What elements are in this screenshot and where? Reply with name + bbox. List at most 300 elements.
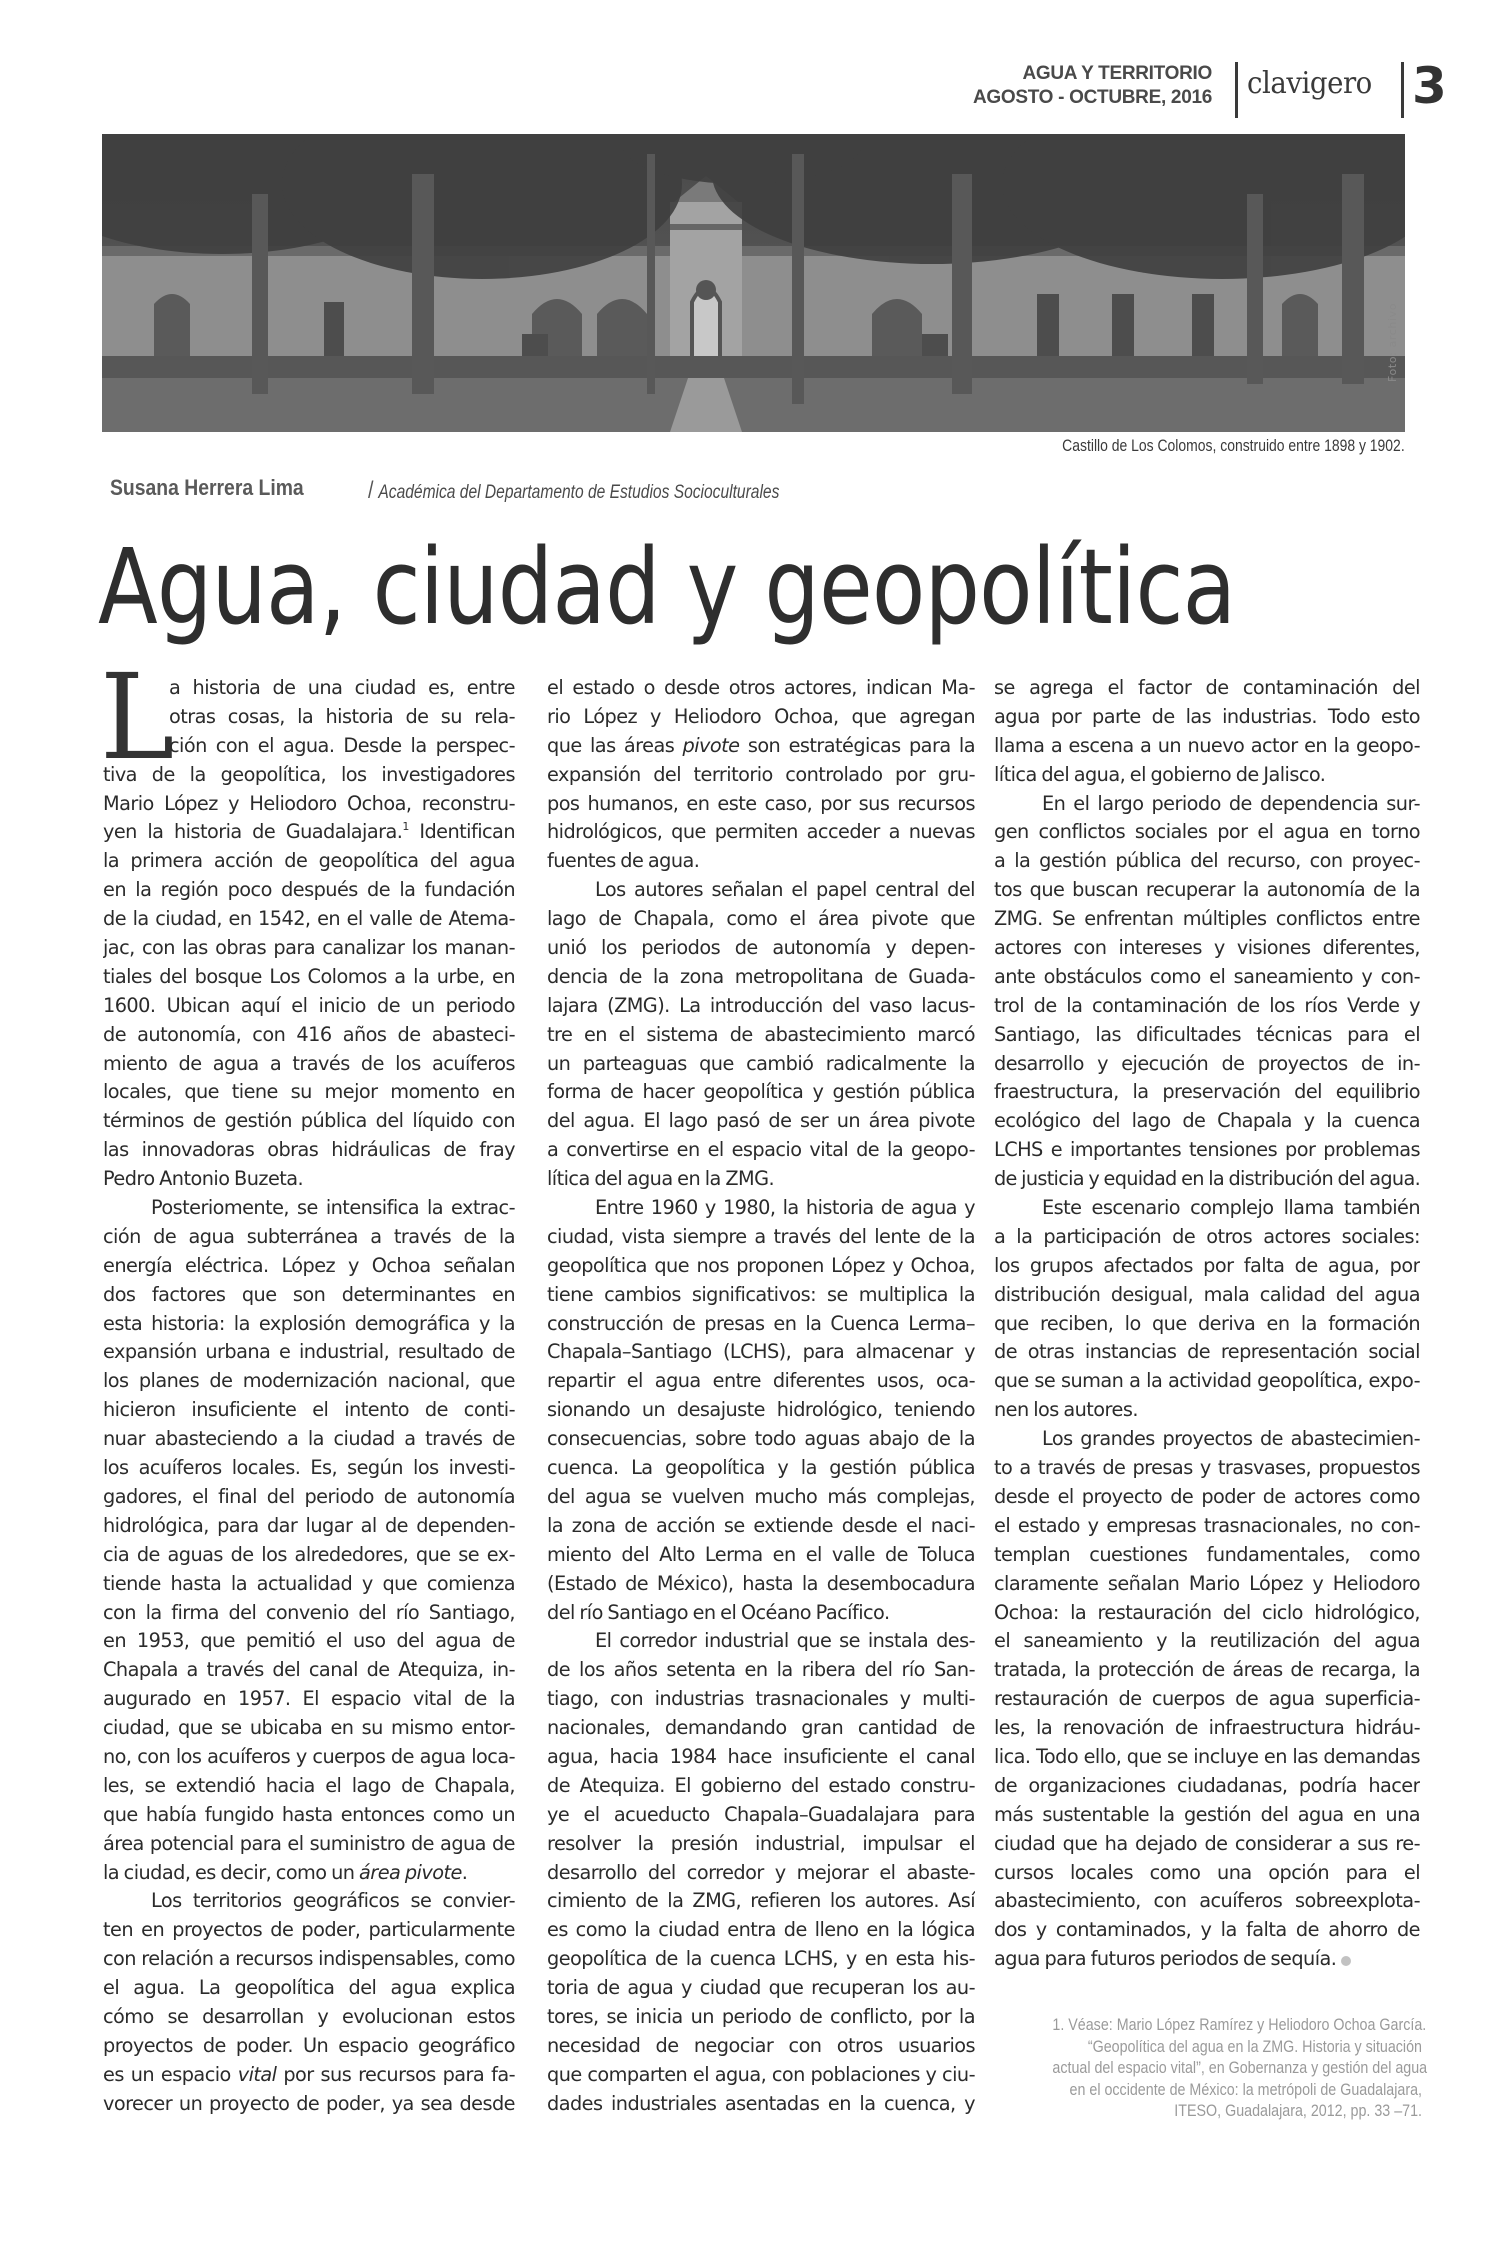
body-text: ción de agua subterránea a través de la xyxy=(103,1224,515,1248)
body-text: miento del Alto Lerma en el valle de Toluca xyxy=(547,1542,975,1566)
body-text: Los grandes proyectos de abastecimien- xyxy=(1042,1427,1420,1451)
body-text-line xyxy=(547,963,975,992)
body-text: ciudad, que se ubicaba en su mismo entor- xyxy=(103,1716,515,1740)
body-text-line xyxy=(994,1714,1420,1743)
body-text: en la región poco después de la fundación xyxy=(103,878,515,902)
body-text: que las áreas xyxy=(547,733,683,757)
body-text: necesidad de negociar con otros usuarios xyxy=(547,2033,975,2057)
body-text: que se suman a la actividad geopolítica, expo- xyxy=(994,1369,1420,1393)
article-column-2 xyxy=(547,674,975,2119)
body-text: Los autores señalan el papel central del xyxy=(595,878,975,902)
body-text-line xyxy=(547,1801,975,1830)
body-text: de otras instancias de representación social xyxy=(994,1340,1420,1364)
body-text: nacionales, demandando gran cantidad de xyxy=(547,1716,975,1740)
body-text-line xyxy=(103,1830,515,1859)
body-text: tiago, con industrias trasnacionales y multi- xyxy=(547,1687,975,1711)
body-text-line xyxy=(547,847,975,876)
photo-caption: Castillo de Los Colomos, construido entre 1898 y 1902. xyxy=(1062,436,1405,455)
body-text: lago de Chapala, como el área pivote que xyxy=(547,907,975,931)
body-text: con relación a recursos indispensables, como xyxy=(103,1947,515,1971)
body-text-line xyxy=(994,934,1420,963)
body-text: ciudad que ha dejado de considerar a sus re- xyxy=(994,1831,1420,1855)
body-text-line xyxy=(994,992,1420,1021)
body-text-line xyxy=(547,818,975,847)
body-text: Posteriomente, se intensifica la extrac- xyxy=(151,1196,515,1220)
body-text-line xyxy=(103,847,515,876)
body-text-line xyxy=(547,1830,975,1859)
body-text: repartir el agua entre diferentes usos, oca- xyxy=(547,1369,975,1393)
body-text-line xyxy=(547,1252,975,1281)
body-text-line xyxy=(103,1107,515,1136)
body-text-line xyxy=(994,1021,1420,1050)
body-text-line xyxy=(547,1627,975,1656)
castle-photo-image xyxy=(102,134,1405,432)
body-text-line xyxy=(547,1714,975,1743)
body-text-line xyxy=(547,934,975,963)
body-text: yen la historia de Guadalajara. xyxy=(103,820,403,844)
body-text-line xyxy=(103,1714,515,1743)
body-text: dades industriales asentadas en la cuenca, y xyxy=(547,2091,975,2115)
body-text-line xyxy=(994,1338,1420,1367)
body-text: hicieron insuficiente el intento de conti- xyxy=(103,1398,515,1422)
body-text: tiva de la geopolítica, los investigadores xyxy=(103,762,515,786)
body-text-line xyxy=(547,1570,975,1599)
body-text-line xyxy=(547,761,975,790)
body-text-line xyxy=(103,1281,515,1310)
body-text: agua, hacia 1984 hace insuficiente el canal xyxy=(547,1744,975,1768)
body-text-line xyxy=(994,1078,1420,1107)
body-text-line xyxy=(103,1078,515,1107)
body-text: las innovadoras obras hidráulicas de fray xyxy=(103,1138,515,1162)
body-text: que comparten el agua, con poblaciones y ciu- xyxy=(547,2062,975,2086)
body-text-line xyxy=(994,1425,1420,1454)
body-text: a la gestión pública del recurso, con proyec- xyxy=(994,849,1420,873)
article-column-1 xyxy=(103,674,515,2119)
body-text: del río Santiago en el Océano Pacífico. xyxy=(547,1600,890,1624)
body-text: augurado en 1957. El espacio vital de la xyxy=(103,1687,515,1711)
emphasized-term: área pivote xyxy=(359,1860,462,1884)
body-text: no, con los acuíferos y cuerpos de agua loca- xyxy=(103,1744,515,1768)
body-text-line xyxy=(994,1772,1420,1801)
body-text: área potencial para el suministro de agua de xyxy=(103,1831,515,1855)
body-text: que reciben, lo que deriva en la formación xyxy=(994,1311,1420,1335)
body-text-line xyxy=(547,790,975,819)
body-text: nuar abasteciendo a la ciudad a través de xyxy=(103,1427,515,1451)
body-text-line xyxy=(994,790,1420,819)
body-text: en 1953, que pemitió el uso del agua de xyxy=(103,1629,515,1653)
body-text-line xyxy=(547,1050,975,1079)
byline xyxy=(110,475,780,504)
body-text-line xyxy=(547,1223,975,1252)
body-text-line xyxy=(547,1281,975,1310)
body-text-line xyxy=(994,1281,1420,1310)
body-text: un parteaguas que cambió radicalmente la xyxy=(547,1051,975,1075)
body-text-line xyxy=(103,1916,515,1945)
footnote-line: ITESO, Guadalajara, 2012, pp. 33 –71. xyxy=(1174,2101,1422,2120)
body-text-line xyxy=(103,934,515,963)
body-text: (Estado de México), hasta la desembocadura xyxy=(547,1571,975,1595)
body-text: más sustentable la gestión del agua en una xyxy=(994,1802,1420,1826)
body-text: ten en proyectos de poder, particularmente xyxy=(103,1918,515,1942)
body-text-line xyxy=(994,1396,1420,1425)
body-text: trol de la contaminación de los ríos Verde y xyxy=(994,993,1420,1017)
body-text: les, se extendió hacia el lago de Chapala, xyxy=(103,1773,515,1797)
body-text-line xyxy=(103,1599,515,1628)
body-text: ecológico del lago de Chapala y la cuenca xyxy=(994,1109,1420,1133)
body-text: abastecimiento, con acuíferos sobreexplota- xyxy=(994,1889,1420,1913)
body-text-line xyxy=(547,2003,975,2032)
body-text-line xyxy=(994,1107,1420,1136)
body-text-line xyxy=(103,1570,515,1599)
body-text-line xyxy=(547,703,975,732)
body-text-line xyxy=(103,1194,515,1223)
emphasized-term: vital xyxy=(237,2062,277,2086)
header-divider xyxy=(1235,62,1238,118)
body-text-line xyxy=(103,1627,515,1656)
body-text-line xyxy=(994,1859,1420,1888)
body-text: El corredor industrial que se instala des- xyxy=(595,1629,975,1653)
body-text-line xyxy=(547,1338,975,1367)
body-text-line xyxy=(547,1165,975,1194)
body-text: expansión urbana e industrial, resultado de xyxy=(103,1340,515,1364)
body-text-line xyxy=(547,674,975,703)
body-text: jac, con las obras para canalizar los manan- xyxy=(103,936,515,960)
body-text: Identifican xyxy=(408,820,515,844)
body-text-line xyxy=(103,818,515,847)
body-text: resolver la presión industrial, impulsar el xyxy=(547,1831,975,1855)
body-text: distribución desigual, mala calidad del agua xyxy=(994,1282,1420,1306)
header-divider xyxy=(1401,62,1404,118)
body-text-line xyxy=(547,1685,975,1714)
body-text: de Atequiza. El gobierno del estado constru- xyxy=(547,1773,975,1797)
body-text: desarrollo y ejecución de proyectos de in- xyxy=(994,1051,1420,1075)
body-text: proyectos de poder. Un espacio geográfico xyxy=(103,2033,515,2057)
body-text: a la participación de otros actores sociales: xyxy=(994,1224,1420,1248)
body-text-line xyxy=(547,2090,975,2119)
body-text: de autonomía, con 416 años de abasteci- xyxy=(103,1022,515,1046)
body-text: energía eléctrica. López y Ochoa señalan xyxy=(103,1253,515,1277)
section-name: AGUA Y TERRITORIO xyxy=(1022,63,1212,84)
body-text: gen conflictos sociales por el agua en torno xyxy=(994,820,1420,844)
body-text-line xyxy=(994,1310,1420,1339)
body-text-line xyxy=(994,1801,1420,1830)
body-text: tre en el sistema de abastecimiento marcó xyxy=(547,1022,975,1046)
body-text-line xyxy=(547,1512,975,1541)
body-text-line xyxy=(994,1165,1420,1194)
drop-cap: L xyxy=(100,648,175,786)
body-text: ción con el agua. Desde la perspec- xyxy=(169,733,515,757)
body-text: son estratégicas para la xyxy=(739,733,975,757)
body-text: a convertirse en el espacio vital de la geopo- xyxy=(547,1138,975,1162)
body-text-line xyxy=(547,2061,975,2090)
body-text: de la ciudad, en 1542, en el valle de Atema- xyxy=(103,907,515,931)
body-text-line xyxy=(103,992,515,1021)
body-text-line xyxy=(103,1338,515,1367)
body-text-line xyxy=(103,1743,515,1772)
issue-date: AGOSTO - OCTUBRE, 2016 xyxy=(972,87,1212,108)
body-text: ante obstáculos como el saneamiento y con- xyxy=(994,964,1420,988)
body-text-line xyxy=(547,1541,975,1570)
body-text: fuentes de agua. xyxy=(547,849,700,873)
body-text-line xyxy=(994,905,1420,934)
body-text: agua por parte de las industrias. Todo esto xyxy=(994,704,1420,728)
body-text: dos factores que son determinantes en xyxy=(103,1282,515,1306)
footnote-line: actual del espacio vital”, en Gobernanza y gestión del agua xyxy=(1052,2058,1428,2077)
body-text: restauración de cuerpos de agua superficia- xyxy=(994,1687,1420,1711)
body-text: rio López y Heliodoro Ochoa, que agregan xyxy=(547,704,975,728)
body-text: forma de hacer geopolítica y gestión pública xyxy=(547,1080,975,1104)
body-text-line xyxy=(103,1223,515,1252)
body-text-line xyxy=(994,761,1420,790)
body-text: cia de aguas de los alrededores, que se ex- xyxy=(103,1542,515,1566)
body-text-line xyxy=(103,1685,515,1714)
body-text: sionando un desajuste hidrológico, teniendo xyxy=(547,1398,975,1422)
body-text-line xyxy=(547,1454,975,1483)
body-text: se agrega el factor de contaminación del xyxy=(994,676,1420,699)
body-text-line xyxy=(994,818,1420,847)
body-text: 1600. Ubican aquí el inicio de un periodo xyxy=(103,993,515,1017)
body-text: de justicia y equidad en la distribución del agua. xyxy=(994,1167,1420,1191)
body-text: . xyxy=(461,1860,468,1884)
end-of-article-dot-icon xyxy=(1341,1956,1351,1966)
body-text-line xyxy=(994,1599,1420,1628)
photo-credit: Foto: archivo xyxy=(1386,302,1399,382)
body-text-line xyxy=(547,1194,975,1223)
body-text: tiales del bosque Los Colomos a la urbe, en xyxy=(103,964,515,988)
body-text-line xyxy=(994,1512,1420,1541)
body-text-line xyxy=(547,1859,975,1888)
body-text-line xyxy=(103,1310,515,1339)
body-text-line xyxy=(103,1425,515,1454)
body-text: el estado o desde otros actores, indican Ma- xyxy=(547,676,975,699)
body-text: es un espacio xyxy=(103,2062,238,2086)
body-text-line xyxy=(103,2090,515,2119)
body-text: to a través de presas y trasvases, propuestos xyxy=(994,1456,1420,1480)
body-text-line xyxy=(547,1078,975,1107)
body-text-line xyxy=(547,1974,975,2003)
body-text: el agua. La geopolítica del agua explica xyxy=(103,1976,515,2000)
body-text: hidrológica, para dar lugar al de dependen- xyxy=(103,1513,515,1537)
body-text: Este escenario complejo llama también xyxy=(1042,1196,1420,1220)
body-text-line xyxy=(994,1194,1420,1223)
body-text: vorecer un proyecto de poder, ya sea desde xyxy=(103,2091,515,2115)
body-text-line xyxy=(547,1772,975,1801)
body-text: construcción de presas en la Cuenca Lerma– xyxy=(547,1311,975,1335)
body-text-line xyxy=(994,1945,1420,1974)
body-text: dencia de la zona metropolitana de Guada- xyxy=(547,964,975,988)
body-text-line xyxy=(103,761,515,790)
body-text: miento de agua a través de los acuíferos xyxy=(103,1051,515,1075)
emphasized-term: pivote xyxy=(682,733,740,757)
body-text-line xyxy=(994,1916,1420,1945)
body-text: del agua se vuelven mucho más complejas, xyxy=(547,1484,975,1508)
body-text-line xyxy=(103,790,515,819)
body-text-line xyxy=(547,1136,975,1165)
body-text: cursos locales como una opción para el xyxy=(994,1860,1420,1884)
body-text: geopolítica que nos proponen López y Ochoa, xyxy=(547,1253,975,1277)
body-text: los grupos afectados por falta de agua, por xyxy=(994,1253,1420,1277)
body-text: cuenca. La geopolítica y la gestión pública xyxy=(547,1456,975,1480)
body-text-line xyxy=(103,2003,515,2032)
body-text: Santiago, las dificultades técnicas para el xyxy=(994,1022,1420,1046)
body-text: lica. Todo ello, que se incluye en las demandas xyxy=(994,1744,1420,1768)
body-text: agua para futuros periodos de sequía. xyxy=(994,1947,1337,1971)
article-title: Agua, ciudad y geopolítica xyxy=(98,526,1236,648)
body-text-line xyxy=(103,1021,515,1050)
body-text-line xyxy=(103,674,515,703)
body-text-line xyxy=(103,2032,515,2061)
body-text: otras cosas, la historia de su rela- xyxy=(169,704,515,728)
footnote xyxy=(982,2014,1428,2122)
body-text: lítica del agua en la ZMG. xyxy=(547,1167,775,1191)
body-text: los planes de modernización nacional, que xyxy=(103,1369,515,1393)
body-text-line xyxy=(103,1454,515,1483)
body-text-line xyxy=(994,1483,1420,1512)
body-text-line xyxy=(103,703,515,732)
author-name: Susana Herrera Lima xyxy=(110,475,304,500)
body-text-line xyxy=(547,1021,975,1050)
body-text: les, la renovación de infraestructura hidráu- xyxy=(994,1716,1420,1740)
body-text-line xyxy=(103,1945,515,1974)
body-text: de los años setenta en la ribera del río San- xyxy=(547,1658,975,1682)
body-text: tores, se inicia un periodo de conflicto, por la xyxy=(547,2004,975,2028)
page-number: 3 xyxy=(1412,57,1447,115)
body-text: que había fungido hasta entonces como un xyxy=(103,1802,515,1826)
body-text: del agua. El lago pasó de ser un área pivote xyxy=(547,1109,975,1133)
body-text-line xyxy=(103,1483,515,1512)
body-text: hidrológicos, que permiten acceder a nuevas xyxy=(547,820,975,844)
body-text: En el largo periodo de dependencia sur- xyxy=(1042,791,1420,815)
body-text-line xyxy=(994,963,1420,992)
body-text-line xyxy=(103,1974,515,2003)
body-text: cómo se desarrollan y evolucionan estos xyxy=(103,2004,515,2028)
body-text: templan cuestiones fundamentales, como xyxy=(994,1542,1420,1566)
article-photo xyxy=(102,134,1405,432)
body-text-line xyxy=(994,1743,1420,1772)
body-text: ye el acueducto Chapala–Guadalajara para xyxy=(547,1802,975,1826)
body-text-line xyxy=(103,1396,515,1425)
body-text: pos humanos, en este caso, por sus recursos xyxy=(547,791,975,815)
body-text: tos que buscan recuperar la autonomía de la xyxy=(994,878,1420,902)
body-text-line xyxy=(103,1541,515,1570)
footnote-reference[interactable]: 1 xyxy=(402,820,409,834)
section-header xyxy=(973,62,1212,110)
body-text: desarrollo del corredor y mejorar el abaste- xyxy=(547,1860,975,1884)
body-text-line xyxy=(103,1512,515,1541)
body-text-line xyxy=(547,905,975,934)
body-text: Mario López y Heliodoro Ochoa, reconstru- xyxy=(103,791,515,815)
author-affiliation: Académica del Departamento de Estudios Socioculturales xyxy=(378,482,780,503)
body-text: esta historia: la explosión demográfica y la xyxy=(103,1311,515,1335)
body-text-line xyxy=(994,1367,1420,1396)
body-text: geopolítica de la cuenca LCHS, y en esta his- xyxy=(547,1947,975,1971)
body-text-line xyxy=(994,1454,1420,1483)
body-text-line xyxy=(994,1050,1420,1079)
body-text: ZMG. Se enfrentan múltiples conflictos entre xyxy=(994,907,1420,931)
footnote-line: 1. Véase: Mario López Ramírez y Heliodoro Ochoa García. xyxy=(1052,2015,1427,2034)
body-text: términos de gestión pública del líquido con xyxy=(103,1109,515,1133)
body-text: tratada, la protección de áreas de recarga, la xyxy=(994,1658,1420,1682)
body-text-line xyxy=(103,876,515,905)
body-text: unió los periodos de autonomía y depen- xyxy=(547,936,975,960)
body-text: consecuencias, sobre todo aguas abajo de la xyxy=(547,1427,975,1451)
body-text-line xyxy=(103,1859,515,1888)
body-text-line xyxy=(994,674,1420,703)
publication-logo: clavigero xyxy=(1247,66,1372,101)
body-text-line xyxy=(994,1252,1420,1281)
body-text-line xyxy=(547,1367,975,1396)
body-text-line xyxy=(547,1425,975,1454)
article-column-3 xyxy=(994,674,1420,1974)
body-text: llama a escena a un nuevo actor en la geopo- xyxy=(994,733,1420,757)
body-text: a historia de una ciudad es, entre xyxy=(169,676,515,699)
body-text-line xyxy=(103,1772,515,1801)
author-affiliation-group xyxy=(368,477,779,505)
footnote-line: en el occidente de México: la metrópoli de Guadalajara, xyxy=(1069,2079,1422,2099)
body-text: Los territorios geográficos se convier- xyxy=(151,1889,515,1913)
body-text: locales, que tiene su mejor momento en xyxy=(103,1080,515,1104)
body-text-line xyxy=(103,732,515,761)
body-text: la zona de acción se extiende desde el naci- xyxy=(547,1513,975,1537)
body-text-line xyxy=(547,1916,975,1945)
body-text-line xyxy=(994,1656,1420,1685)
body-text: tiende hasta la actualidad y que comienza xyxy=(103,1571,515,1595)
body-text: el saneamiento y la reutilización del agua xyxy=(994,1629,1420,1653)
body-text-line xyxy=(547,732,975,761)
body-text-line xyxy=(547,1599,975,1628)
body-text: desde el proyecto de poder de actores como xyxy=(994,1484,1420,1508)
body-text-line xyxy=(103,1136,515,1165)
body-text-line xyxy=(994,732,1420,761)
body-text-line xyxy=(994,1830,1420,1859)
body-text-line xyxy=(547,1107,975,1136)
body-text-line xyxy=(994,1136,1420,1165)
body-text-line xyxy=(994,1541,1420,1570)
body-text-line xyxy=(994,1627,1420,1656)
body-text: LCHS e importantes tensiones por problemas xyxy=(994,1138,1420,1162)
body-text-line xyxy=(547,1483,975,1512)
body-text: con la firma del convenio del río Santiago, xyxy=(103,1600,515,1624)
body-text-line xyxy=(103,2061,515,2090)
body-text-line xyxy=(103,1050,515,1079)
body-text-line xyxy=(547,1310,975,1339)
body-text-line xyxy=(994,1570,1420,1599)
body-text: nen los autores. xyxy=(994,1398,1138,1422)
body-text-line xyxy=(547,876,975,905)
body-text: ciudad, vista siempre a través del lente de la xyxy=(547,1224,975,1248)
body-text: actores con intereses y visiones diferentes, xyxy=(994,936,1420,960)
body-text-line xyxy=(103,1252,515,1281)
body-text: toria de agua y ciudad que recuperan los au- xyxy=(547,1976,975,2000)
body-text: expansión del territorio controlado por gru- xyxy=(547,762,975,786)
body-text-line xyxy=(994,703,1420,732)
body-text-line xyxy=(103,1887,515,1916)
body-text: Chapala a través del canal de Atequiza, in- xyxy=(103,1658,515,1682)
body-text-line xyxy=(994,1223,1420,1252)
body-text: es como la ciudad entra de lleno en la lógica xyxy=(547,1918,975,1942)
body-text-line xyxy=(547,2032,975,2061)
body-text-line xyxy=(103,905,515,934)
body-text-line xyxy=(994,1685,1420,1714)
body-text-line xyxy=(103,1656,515,1685)
body-text: cimiento de la ZMG, refieren los autores. Así xyxy=(547,1889,975,1913)
body-text-line xyxy=(547,1396,975,1425)
body-text-line xyxy=(547,992,975,1021)
body-text-line xyxy=(103,963,515,992)
body-text: Ochoa: la restauración del ciclo hidrológico, xyxy=(994,1600,1420,1624)
body-text: lítica del agua, el gobierno de Jalisco. xyxy=(994,762,1326,786)
body-text: claramente señalan Mario López y Heliodoro xyxy=(994,1571,1420,1595)
